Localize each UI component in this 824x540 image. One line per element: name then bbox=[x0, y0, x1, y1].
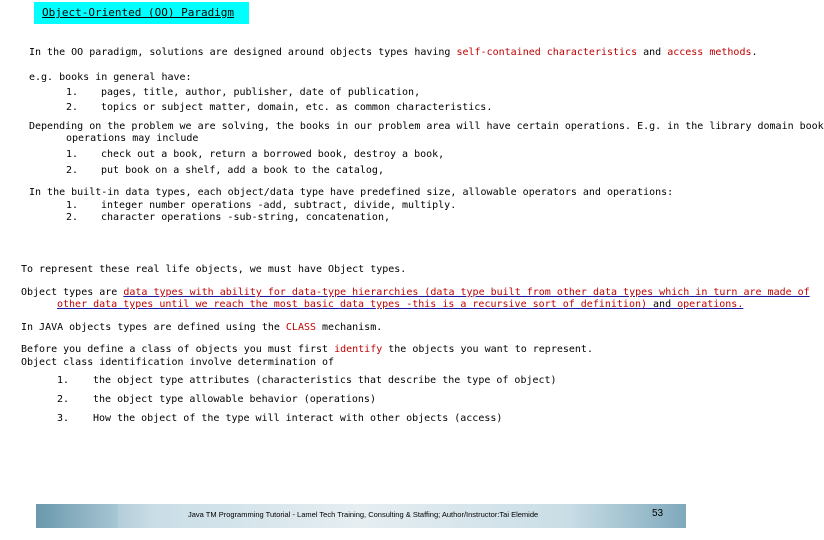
before-pre: Before you define a class of objects you must first bbox=[21, 344, 335, 355]
list-item: the object type attributes (characteristics that describe the type of object) bbox=[93, 375, 557, 386]
java-red: CLASS bbox=[285, 322, 317, 333]
list-number: 1. bbox=[66, 87, 79, 98]
depending-line1: Depending on the problem we are solving, the books in our problem area will have certain operations. E.g. in the library domain book bbox=[29, 121, 824, 132]
before-line2: Object class identification involve determination of bbox=[21, 357, 335, 368]
objtypes-red-line1: data types with ability for data-type hierarchies (data type built from other data types which in turn are made of bbox=[123, 287, 810, 298]
slide-title: Object-Oriented (OO) Paradigm bbox=[42, 6, 235, 19]
footer-credit: Java TM Programming Tutorial - Lamel Tech Training, Consulting & Staffing; Author/Instructor:Tai Elemide bbox=[188, 510, 539, 519]
list-item: How the object of the type will interact with other objects (access) bbox=[93, 413, 503, 424]
list-number: 2. bbox=[57, 394, 70, 405]
before-red: identify bbox=[334, 344, 383, 355]
para1-red1: self-contained characteristics bbox=[456, 47, 638, 58]
para1-red2: access methods bbox=[667, 47, 752, 58]
list-number: 2. bbox=[66, 102, 79, 113]
list-number: 1. bbox=[66, 200, 79, 211]
before-sentence bbox=[21, 344, 593, 356]
represent-sentence: To represent these real life objects, we must have Object types. bbox=[21, 264, 407, 275]
depending-line2: operations may include bbox=[66, 133, 199, 144]
para1-pre: In the OO paradigm, solutions are designed around objects types having bbox=[29, 47, 457, 58]
list-number: 3. bbox=[57, 413, 70, 424]
books-intro: e.g. books in general have: bbox=[29, 72, 192, 83]
list-number: 1. bbox=[57, 375, 70, 386]
objtypes-pre: Object types are bbox=[21, 287, 124, 298]
objtypes-line2 bbox=[57, 299, 743, 311]
java-sentence bbox=[21, 322, 382, 334]
list-number: 2. bbox=[66, 165, 79, 176]
list-item: integer number operations -add, subtract, divide, multiply. bbox=[101, 200, 457, 211]
footer-left-block bbox=[36, 504, 118, 528]
list-number: 2. bbox=[66, 212, 79, 223]
para1-post: . bbox=[751, 47, 758, 58]
page-number: 53 bbox=[652, 508, 664, 519]
list-item: the object type allowable behavior (operations) bbox=[93, 394, 376, 405]
list-item: pages, title, author, publisher, date of publication, bbox=[101, 87, 421, 98]
para1-mid: and bbox=[637, 47, 668, 58]
list-item: check out a book, return a borrowed book, destroy a book, bbox=[101, 149, 445, 160]
objtypes-line1 bbox=[21, 287, 810, 299]
java-post: mechanism. bbox=[316, 322, 383, 333]
oo-paradigm-paragraph bbox=[29, 47, 758, 59]
list-item: put book on a shelf, add a book to the catalog, bbox=[101, 165, 384, 176]
objtypes-mid: and bbox=[647, 299, 678, 310]
objtypes-red-line2b: operations. bbox=[677, 299, 744, 310]
java-pre: In JAVA objects types are defined using the bbox=[21, 322, 286, 333]
list-item: topics or subject matter, domain, etc. as common characteristics. bbox=[101, 102, 493, 113]
before-post: the objects you want to represent. bbox=[382, 344, 593, 355]
list-number: 1. bbox=[66, 149, 79, 160]
objtypes-red-line2a: other data types until we reach the most basic data types -this is a recursive sort of definition) bbox=[57, 299, 648, 310]
list-item: character operations -sub-string, concatenation, bbox=[101, 212, 390, 223]
builtin-intro: In the built-in data types, each object/data type have predefined size, allowable operators and operations: bbox=[29, 187, 674, 198]
